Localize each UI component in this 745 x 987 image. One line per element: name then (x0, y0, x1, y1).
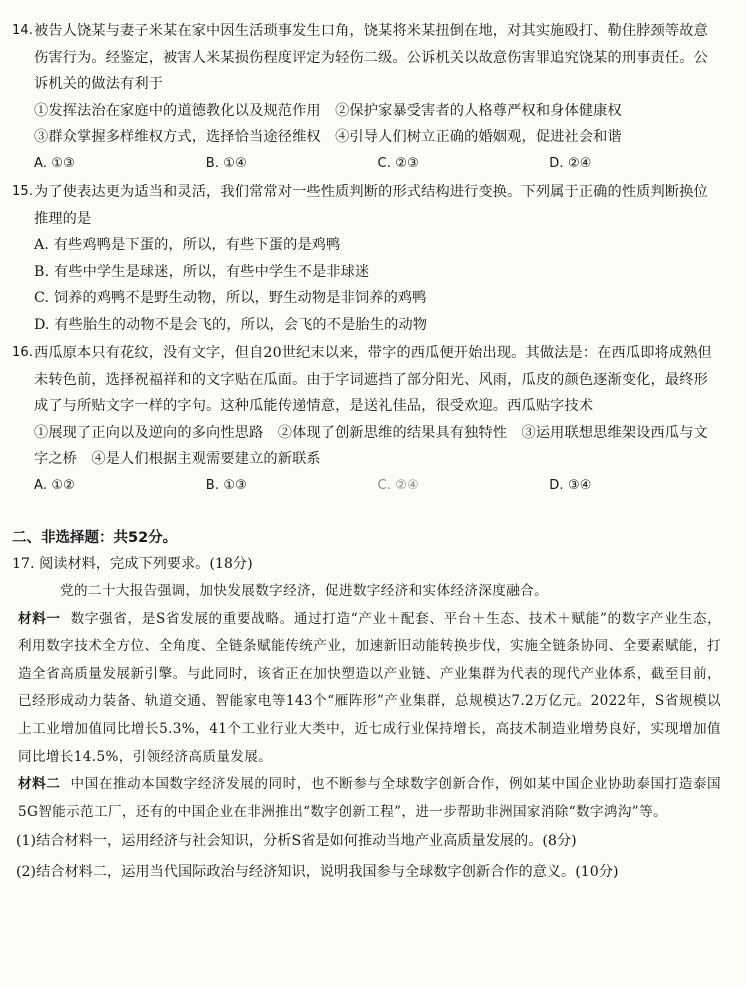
statement-options: ①展现了正向以及逆向的多向性思路 ②体现了创新思维的结果具有独特性 ③运用联想思维架设西瓜与文字之桥 ④是人们根据主观需要建立的新联系 (34, 424, 708, 467)
choice-d: D. ②④ (549, 155, 592, 171)
option-b: B. 有些中学生是球迷，所以，有些中学生不是非球迷 (34, 263, 370, 280)
question-number: 16. (12, 345, 34, 360)
question-number: 15. (12, 184, 34, 199)
option-c: C. 饲养的鸡鸭不是野生动物，所以，野生动物是非饲养的鸡鸭 (34, 290, 427, 306)
statement-options-line-2: ③群众掌握多样维权方式，选择恰当途径维权 ④引导人们树立正确的婚姻观，促进社会和谐 (34, 129, 622, 145)
answer-choices (12, 151, 721, 178)
choice-c: C. ②③ (377, 155, 419, 171)
question-16 (12, 340, 721, 499)
question-text: 被告人饶某与妻子米某在家中因生活琐事发生口角，饶某将米某扭倒在地，对其实施殴打、勒住脖颈等故意伤害行为。经鉴定，被害人米某损伤程度评定为轻伤二级。公诉机关以故意伤害罪追究饶某的刑事责任。公诉机关的做法有利于 (34, 23, 708, 92)
material-intro: 党的二十大报告强调，加快发展数字经济，促进数字经济和实体经济深度融合。 (60, 583, 549, 599)
material-two (12, 771, 721, 826)
question-15-stem (12, 179, 721, 232)
option-d: D. 有些胎生的动物不是会飞的，所以，会飞的不是胎生的动物 (34, 316, 428, 333)
choice-d: D. ③④ (549, 477, 592, 493)
question-15 (12, 179, 721, 338)
question-14 (12, 18, 721, 177)
choice-a: A. ①② (34, 477, 75, 493)
question-text: 为了使表达更为适当和灵活，我们常常对一些性质判断的形式结构进行变换。下列属于正确的性质判断换位推理的是 (34, 184, 708, 227)
material-one-label: 材料一 (18, 610, 61, 627)
choice-c: C. ②④ (377, 477, 419, 493)
choice-b: B. ①③ (205, 477, 247, 493)
sub-question-1: (1)结合材料一，运用经济与社会知识，分析S省是如何推动当地产业高质量发展的。(8分) (16, 833, 577, 850)
question-16-stem (12, 340, 721, 420)
choice-b: B. ①④ (205, 155, 247, 171)
question-17-heading: 17. 阅读材料，完成下列要求。(18分) (12, 556, 253, 572)
material-two-label: 材料二 (18, 776, 61, 793)
statement-options-line-1: ①发挥法治在家庭中的道德教化以及规范作用 ②保护家暴受害者的人格尊严权和身体健康权 (34, 102, 622, 119)
question-14-stem (12, 18, 721, 98)
choice-a: A. ①③ (34, 155, 75, 171)
answer-choices (12, 473, 721, 500)
material-one-text: 数字强省，是S省发展的重要战略。通过打造“产业＋配套、平台＋生态、技术＋赋能”的数字产业生态，利用数字技术全方位、全角度、全链条赋能传统产业，加速新旧动能转换步伐，实施全链条协同、全要素赋能，打造全省高质量发展新引擎。与此同时，该省正在加快塑造以产业链、产业集群为代表的现代产业体系，截至目前，已经形成动力装备、轨道交通、智能家电等143个“雁阵形”产业集群，总规模达7.2万亿元。2022年，S省规模以上工业增加值同比增长5.3%，41个工业行业大类中，近七成行业保持增长，高技术制造业增势良好，实现增加值同比增长14.5%，引领经济高质量发展。 (18, 610, 721, 765)
option-a: A. 有些鸡鸭是下蛋的，所以，有些下蛋的是鸡鸭 (34, 237, 341, 253)
section-title: 二、非选择题：共52分。 (12, 530, 178, 546)
material-one (12, 606, 721, 772)
material-two-text: 中国在推动本国数字经济发展的同时，也不断参与全球数字创新合作，例如某中国企业协助泰国打造泰国5G智能示范工厂，还有的中国企业在非洲推出“数字创新工程”，进一步帮助非洲国家消除“数字鸿沟”等。 (18, 776, 721, 820)
question-text: 西瓜原本只有花纹，没有文字，但自20世纪末以来，带字的西瓜便开始出现。其做法是：在西瓜即将成熟但未转色前，选择祝福祥和的文字贴在瓜面。由于字词遮挡了部分阳光、风雨，瓜皮的颜色逐渐变化，最终形成了与所贴文字一样的字句。这种瓜能传递情意，是送礼佳品，很受欢迎。西瓜贴字技术 (34, 345, 712, 414)
question-17 (12, 551, 721, 888)
sub-question-2: (2)结合材料二，运用当代国际政治与经济知识，说明我国参与全球数字创新合作的意义。(10分) (16, 864, 619, 881)
question-number: 14. (12, 23, 34, 38)
